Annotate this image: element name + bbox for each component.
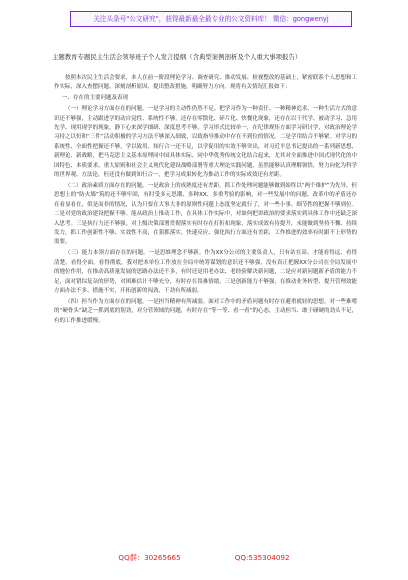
paragraph-political-quality: （二）政治素质方面存在的问题。一是政治上的成熟度还有差距。抓工作处理问题能够做到始终以“两个维护”为先导，但思想上的“防火墙”筑的还不够牢固，有时受多元思潮、多种XX、多重考验的影响，对一些发展中的问题、改革中的矛盾还存在看显看在，似是而非的情况，认为只要在大事大非的原则性问题上态度坚定就行了，对一些小事、细节性的把握不够到位。二是对党的政治建设把握不够。能从政治上推动工作，在具体工作实际中，对如何把讲政治的要求落实到具体工作中还缺乏深入思考。三是执行力还不够强。对上级决策部署贯彻落实有时存在打折扣现象，落实成效有待提升，未能做到坚持不懈、持续发力，抓工作创新性不够、实效性不高，在狠抓落实、快速反应、强化执行方面还有差距，工作推进的效率有时跟不上形势的需要。 [54, 182, 357, 246]
paragraph-responsibility: （四）担当作为方面存在的问题。一是担当精神有所减弱。面对工作中的矛盾问题有时存在避重就轻的思想，对一些难啃的“硬骨头”缺乏一抓到底的韧劲，对分管领域的问题，有时存在“等一等、看一看”的心态，主动担当、敢于碰硬的劲头不足，有的工作推进缓慢。 [54, 298, 357, 324]
section-heading: 一、存在的主要问题及表现 [62, 95, 129, 102]
paragraph-ability: （三）能力本领方面存在的问题。一是思维理念不够新。作为XX分公司的主要负责人，只有站在高、才能看得远、看得清楚。看得全面。看得彻底，我对把本单位工作放在全局中统筹谋划的意识还不够强，没有真正把握XX分公司在全局发展中的地位作用，在推动高质量发展的思路办法还不多，有时还是用老办法、老经验解决新问题，二是应对新问题新矛盾的能力不足，面对错综复杂的形势，对困难估计不够充分，有时存在畏难情绪。三是创新能力不够强，在推动业务转型、提升管理效能方面办法不多、措施不实，开拓创新的闯劲、干劲有所减弱。 [54, 250, 357, 294]
intro-paragraph: 按照本次民主生活会要求，本人在前一阶段理论学习、调查研究、推动发展、检视整改的基础上，紧密联系个人思想和工作实际，深入查摆问题、深刻剖析原因、提出整改措施，明确努力方向。现将有关情况汇报如下： [54, 75, 357, 91]
document-body [54, 74, 357, 546]
qq-group-number: QQ群：30265665 [118, 553, 181, 562]
contact-footer [0, 553, 408, 563]
qq-number: QQ:535304092 [234, 553, 290, 562]
document-title: 主题教育专题民主生活会领导班子个人发言提纲（含典型案例剖析及个人重大事项报告） [52, 53, 302, 61]
paragraph-theory-study: （一）理论学习方面存在的问题。一是学习的主动性仍然不足。把学习作为一种责任、一种精神追求、一种生活方式的意识还不够强，主动跟进学的动自觉性、系统性不够，还存在零散化、碎片化、快餐化现象，还存在以干代学、被动学习、急用先学、现用现学的现象，静下心来深学细研、深度思考不够，学习形式比较单一，在纪律规矩方面学习研讨学，对政治理论学习持之以恒和“三件”活动积极的学习方法不够深入细致，以致指导推动中存在不到位的情况。二是学用结合不够紧。对学习的系统性、全面性把握还不够，学以致用、知行合一还不足，以学促用的实效不够突出，对习近平总书记提出的一系列新思想、新理论、新战略，把马克思主义基本原理同中国具体实际、同中华优秀传统文化结合起来，尤其对全面推进中国式现代化的中国特色、本质要求，重大原则和社会主义现代化建设战略部署等重大理论实践问题，虽然能够认真理解领悟，努力向化为科学的世界观、方法论，但还没有做到知行合一，把学习成果转化为推动工作的实际成效还有差距。 [54, 106, 357, 179]
promo-banner: 关注头条号"公文研究"，获得最新最全最专业的公文资料库！ 微信：gongwenyj [70, 11, 352, 27]
